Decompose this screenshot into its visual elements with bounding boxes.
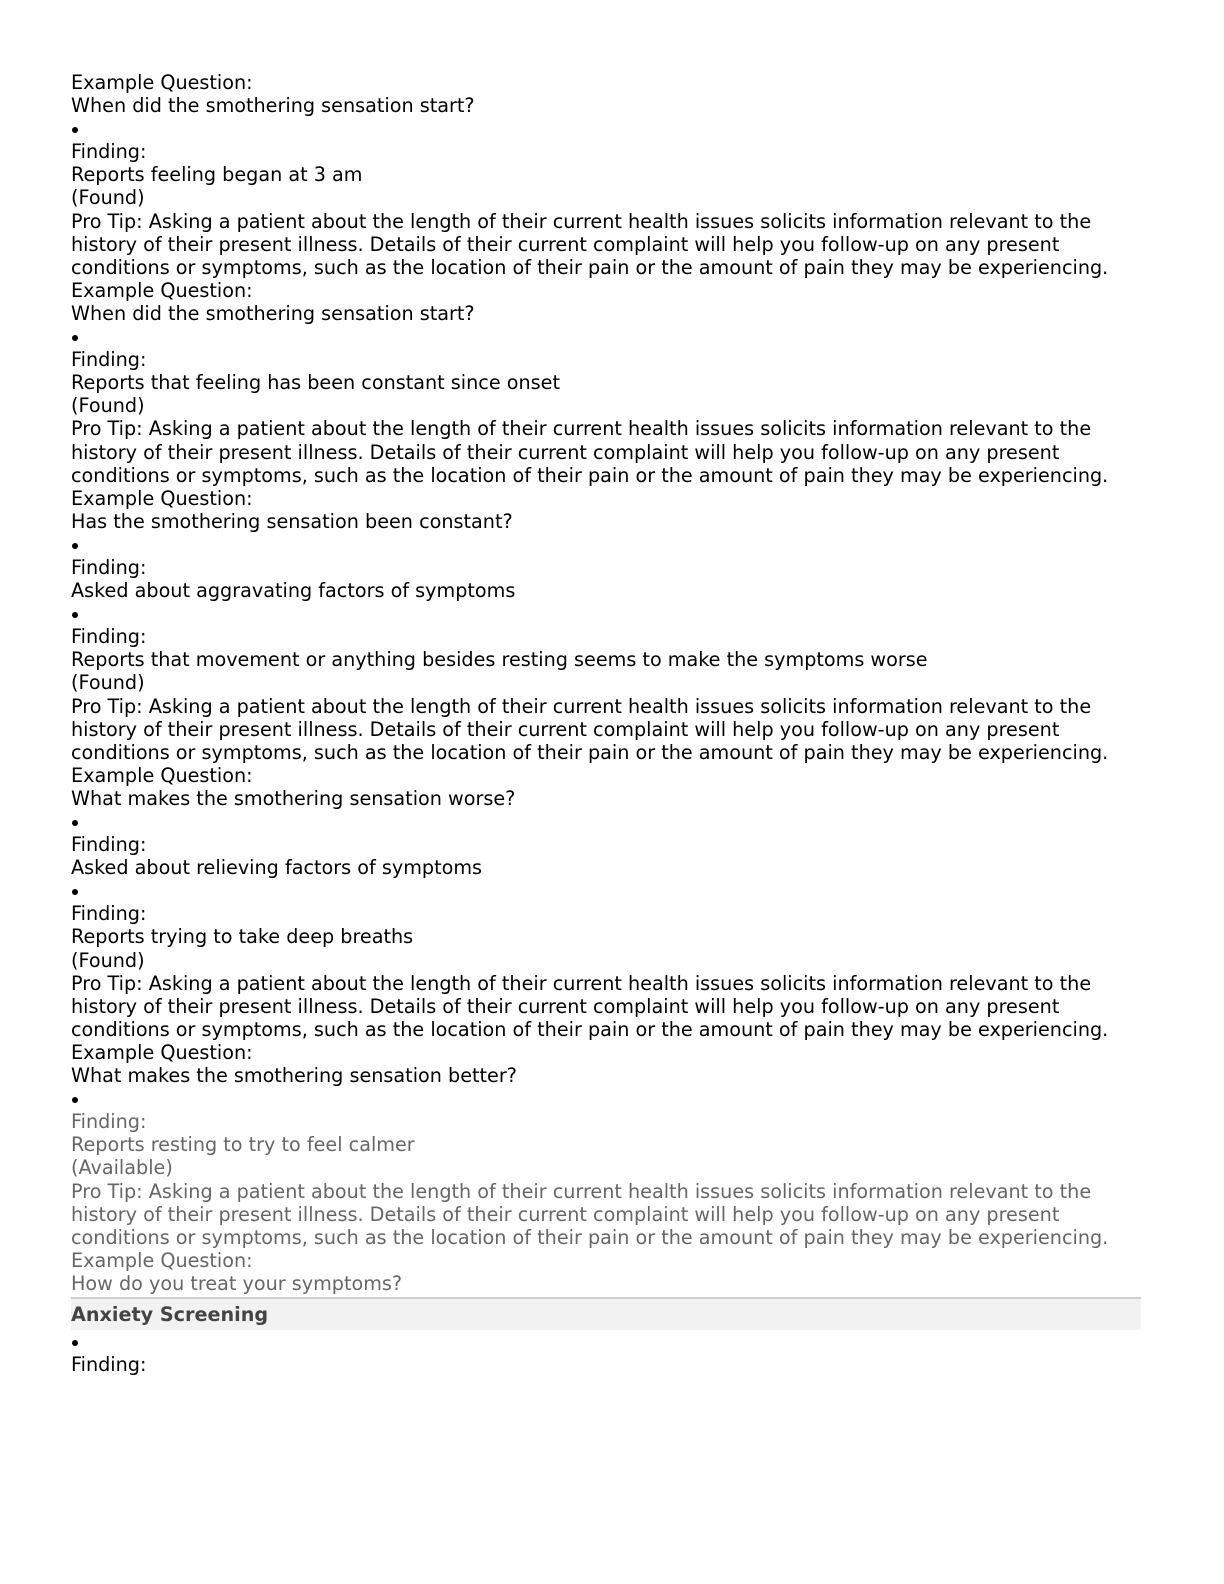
example-question-label: Example Question:	[71, 763, 253, 787]
finding-text: Reports feeling began at 3 am	[71, 163, 363, 187]
finding-text: Reports that movement or anything besides resting seems to make the symptoms worse	[71, 648, 928, 672]
finding-item	[71, 810, 1141, 879]
example-question-text: What makes the smothering sensation worse?	[71, 786, 516, 810]
finding-text: Reports trying to take deep breaths	[71, 925, 414, 949]
pro-tip: Pro Tip: Asking a patient about the length of their current health issues solicits information relevant to the history of their present illness. Details of their current complaint will help you follow-up on any present conditions or symptoms, such as the location of their pain or the amount of pain they may be experiencing.	[71, 971, 1109, 1041]
document-page	[71, 71, 1141, 1376]
example-question-text: When did the smothering sensation start?	[71, 94, 475, 118]
example-question-label: Example Question:	[71, 1040, 253, 1064]
finding-label: Finding:	[71, 1110, 147, 1134]
finding-status: (Found)	[71, 394, 145, 418]
pro-tip: Pro Tip: Asking a patient about the length of their current health issues solicits information relevant to the history of their present illness. Details of their current complaint will help you follow-up on any present conditions or symptoms, such as the location of their pain or the amount of pain they may be experiencing.	[71, 417, 1109, 487]
example-question-label: Example Question:	[71, 278, 253, 302]
finding-label: Finding:	[71, 833, 147, 857]
example-question-text: Has the smothering sensation been constant?	[71, 509, 513, 533]
finding-status: (Found)	[71, 671, 145, 695]
finding-label: Finding:	[71, 902, 147, 926]
finding-item-available	[71, 1087, 1141, 1295]
bullet-icon	[71, 117, 1141, 140]
finding-text: Reports resting to try to feel calmer	[71, 1133, 415, 1157]
bullet-icon	[71, 879, 1141, 902]
pro-tip: Pro Tip: Asking a patient about the length of their current health issues solicits information relevant to the history of their present illness. Details of their current complaint will help you follow-up on any present conditions or symptoms, such as the location of their pain or the amount of pain they may be experiencing.	[71, 209, 1109, 279]
finding-item	[71, 325, 1141, 533]
finding-item	[71, 879, 1141, 1087]
finding-item	[71, 533, 1141, 602]
finding-label: Finding:	[71, 1353, 147, 1377]
bullet-icon	[71, 533, 1141, 556]
finding-label: Finding:	[71, 625, 147, 649]
section-title: Anxiety Screening	[71, 1302, 269, 1326]
example-question-text: What makes the smothering sensation better?	[71, 1064, 517, 1088]
finding-text: Asked about aggravating factors of symptoms	[71, 579, 516, 603]
bullet-icon	[71, 1330, 1141, 1353]
example-question-label: Example Question:	[71, 1248, 253, 1272]
example-question-label: Example Question:	[71, 486, 253, 510]
finding-text: Reports that feeling has been constant since onset	[71, 371, 560, 395]
finding-label: Finding:	[71, 555, 147, 579]
bullet-icon	[71, 602, 1141, 625]
finding-label: Finding:	[71, 348, 147, 372]
example-question-text: How do you treat your symptoms?	[71, 1271, 403, 1295]
pro-tip: Pro Tip: Asking a patient about the length of their current health issues solicits information relevant to the history of their present illness. Details of their current complaint will help you follow-up on any present conditions or symptoms, such as the location of their pain or the amount of pain they may be experiencing.	[71, 1179, 1109, 1249]
bullet-icon	[71, 1087, 1141, 1110]
finding-text: Asked about relieving factors of symptoms	[71, 856, 483, 880]
finding-status: (Found)	[71, 186, 145, 210]
example-question-text: When did the smothering sensation start?	[71, 301, 475, 325]
section-header	[71, 1297, 1141, 1330]
example-question-block	[71, 71, 1141, 117]
finding-item	[71, 1330, 1141, 1376]
bullet-icon	[71, 810, 1141, 833]
finding-status: (Available)	[71, 1156, 173, 1180]
pro-tip: Pro Tip: Asking a patient about the length of their current health issues solicits information relevant to the history of their present illness. Details of their current complaint will help you follow-up on any present conditions or symptoms, such as the location of their pain or the amount of pain they may be experiencing.	[71, 694, 1109, 764]
example-question-label: Example Question:	[71, 71, 253, 94]
finding-label: Finding:	[71, 140, 147, 164]
finding-status: (Found)	[71, 948, 145, 972]
finding-item	[71, 602, 1141, 810]
finding-item	[71, 117, 1141, 325]
bullet-icon	[71, 325, 1141, 348]
